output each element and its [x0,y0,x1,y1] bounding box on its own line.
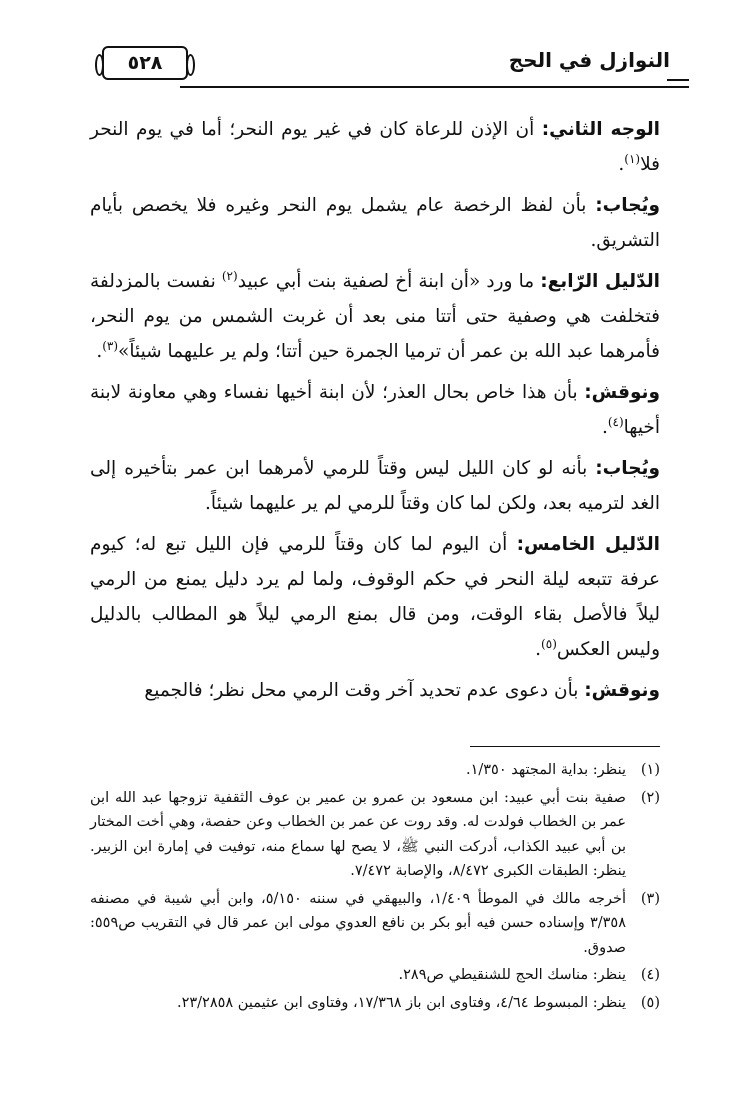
footnote-ref: (٥) [541,636,557,651]
paragraph-text: بأن هذا خاص بحال العذر؛ لأن ابنة أخيها نفساء وهي معاونة لابنة أخيها [90,382,660,438]
footnote-number: (١) [640,762,660,778]
footnote [90,758,660,783]
paragraph-lead: ونوقش: [584,382,660,403]
footnote-number: (٣) [640,890,660,907]
footnote [90,887,660,961]
footnote [90,786,660,884]
paragraph-tail: نفست بالمزدلفة فتخلفت هي وصفية حتى أتتا منى بعد أن غربت الشمس من يوم النحر، فأمرهما عبد الله بن عمر أن ترميا الجمرة حين أتتا؛ ولم ير عليهما شيئاً» [90,271,660,362]
paragraph-lead: ويُجاب: [595,458,660,479]
header-rule [180,86,670,88]
paragraph-lead: الوجه الثاني: [541,119,660,140]
paragraph [90,673,660,708]
paragraph-tail: . [618,154,625,175]
paragraph-text: أن الإذن للرعاة كان في غير يوم النحر؛ أما في يوم النحر فلا [90,119,660,175]
paragraph-text: بأن لفظ الرخصة عام يشمل يوم النحر وغيره فلا يخصص بأيام التشريق. [90,195,660,251]
footnote-text: صفية بنت أبي عبيد: ابن مسعود بن عمرو بن عمير بن عوف الثقفية تزوجها عبد الله ابن عمر بن الخطاب فولدت له. وقد روت عن عمر بن الخطاب وعن حفصة، وهي أخت المختار بن أبي عبيد الكذاب، أدركت النبي ﷺ، لا يصح لها سماع منه، توفيت في إمارة ابن الزبير. ينظر: الطبقات الكبرى ٨/٤٧٢، والإصابة ٧/٤٧٢. [90,789,626,879]
footnote-separator [470,746,660,747]
footnote-text: ينظر: مناسك الحج للشنقيطي ص٢٨٩. [398,967,626,983]
paragraph-tail: . [96,341,103,362]
paragraph [90,451,660,521]
paragraph [90,527,660,667]
footnote [90,963,660,988]
running-title: النوازل في الحج [508,48,670,72]
paragraph [90,375,660,445]
paragraph-lead: ويُجاب: [595,195,660,216]
footnote-text: أخرجه مالك في الموطأ ١/٤٠٩، والبيهقي في سننه ٥/١٥٠، وابن أبي شيبة في مصنفه ٣/٣٥٨ وإسناده حسن فيه أبو بكر بن نافع العدوي مولى ابن عمر قال في التقريب ص٥٥٩: صدوق. [90,890,626,956]
paragraph-text: ما ورد «أن ابنة أخ لصفية بنت أبي عبيد [237,271,541,292]
footnote-number: (٢) [640,789,660,806]
paragraph-text: بأنه لو كان الليل ليس وقتاً للرمي لأمرهما ابن عمر بتأخيره إلى الغد لترميه بعد، ولكن لما كان وقتاً للرمي لم ير عليهما شيئاً. [90,458,660,514]
header-rule-left-a [667,79,689,81]
paragraph-text: بأن دعوى عدم تحديد آخر وقت الرمي محل نظر؛ فالجميع [144,680,585,701]
paragraph [90,188,660,258]
footnote-text: ينظر: بداية المجتهد ١/٣٥٠. [465,762,626,778]
footnote-text: ينظر: المبسوط ٤/٦٤، وفتاوى ابن باز ١٧/٣٦٨، وفتاوى ابن عثيمين ٢٣/٢٨٥٨. [176,994,626,1011]
footnote-ref: (١) [624,151,641,166]
page-header [88,40,670,80]
paragraph-lead: الدّليل الرّابع: [540,271,660,292]
paragraph-text: أن اليوم لما كان وقتاً للرمي فإن الليل تبع له؛ كيوم عرفة تتبعه ليلة النحر في حكم الوقوف، ولما لم يرد دليل يمنع من الرمي ليلاً فالأصل بقاء الوقت، ومن قال بمنع الرمي ليلاً هو المطالب بالدليل وليس العكس [90,534,660,660]
footnote-ref: (٤) [607,414,624,429]
paragraph [90,112,660,182]
header-rule-left-b [667,86,689,88]
footnote [90,991,660,1016]
paragraph [90,264,660,369]
footnote-ref: (٢) [221,268,238,283]
paragraph-tail: . [601,417,608,438]
footnotes [90,758,660,1018]
main-text [90,112,660,714]
paragraph-tail: . [535,639,542,660]
footnote-ref: (٣) [102,338,119,353]
paragraph-lead: ونوقش: [584,680,660,701]
paragraph-lead: الدّليل الخامس: [516,534,660,555]
footnote-number: (٤) [640,967,660,983]
page-number: ٥٢٨ [102,46,188,80]
footnote-number: (٥) [640,994,660,1011]
